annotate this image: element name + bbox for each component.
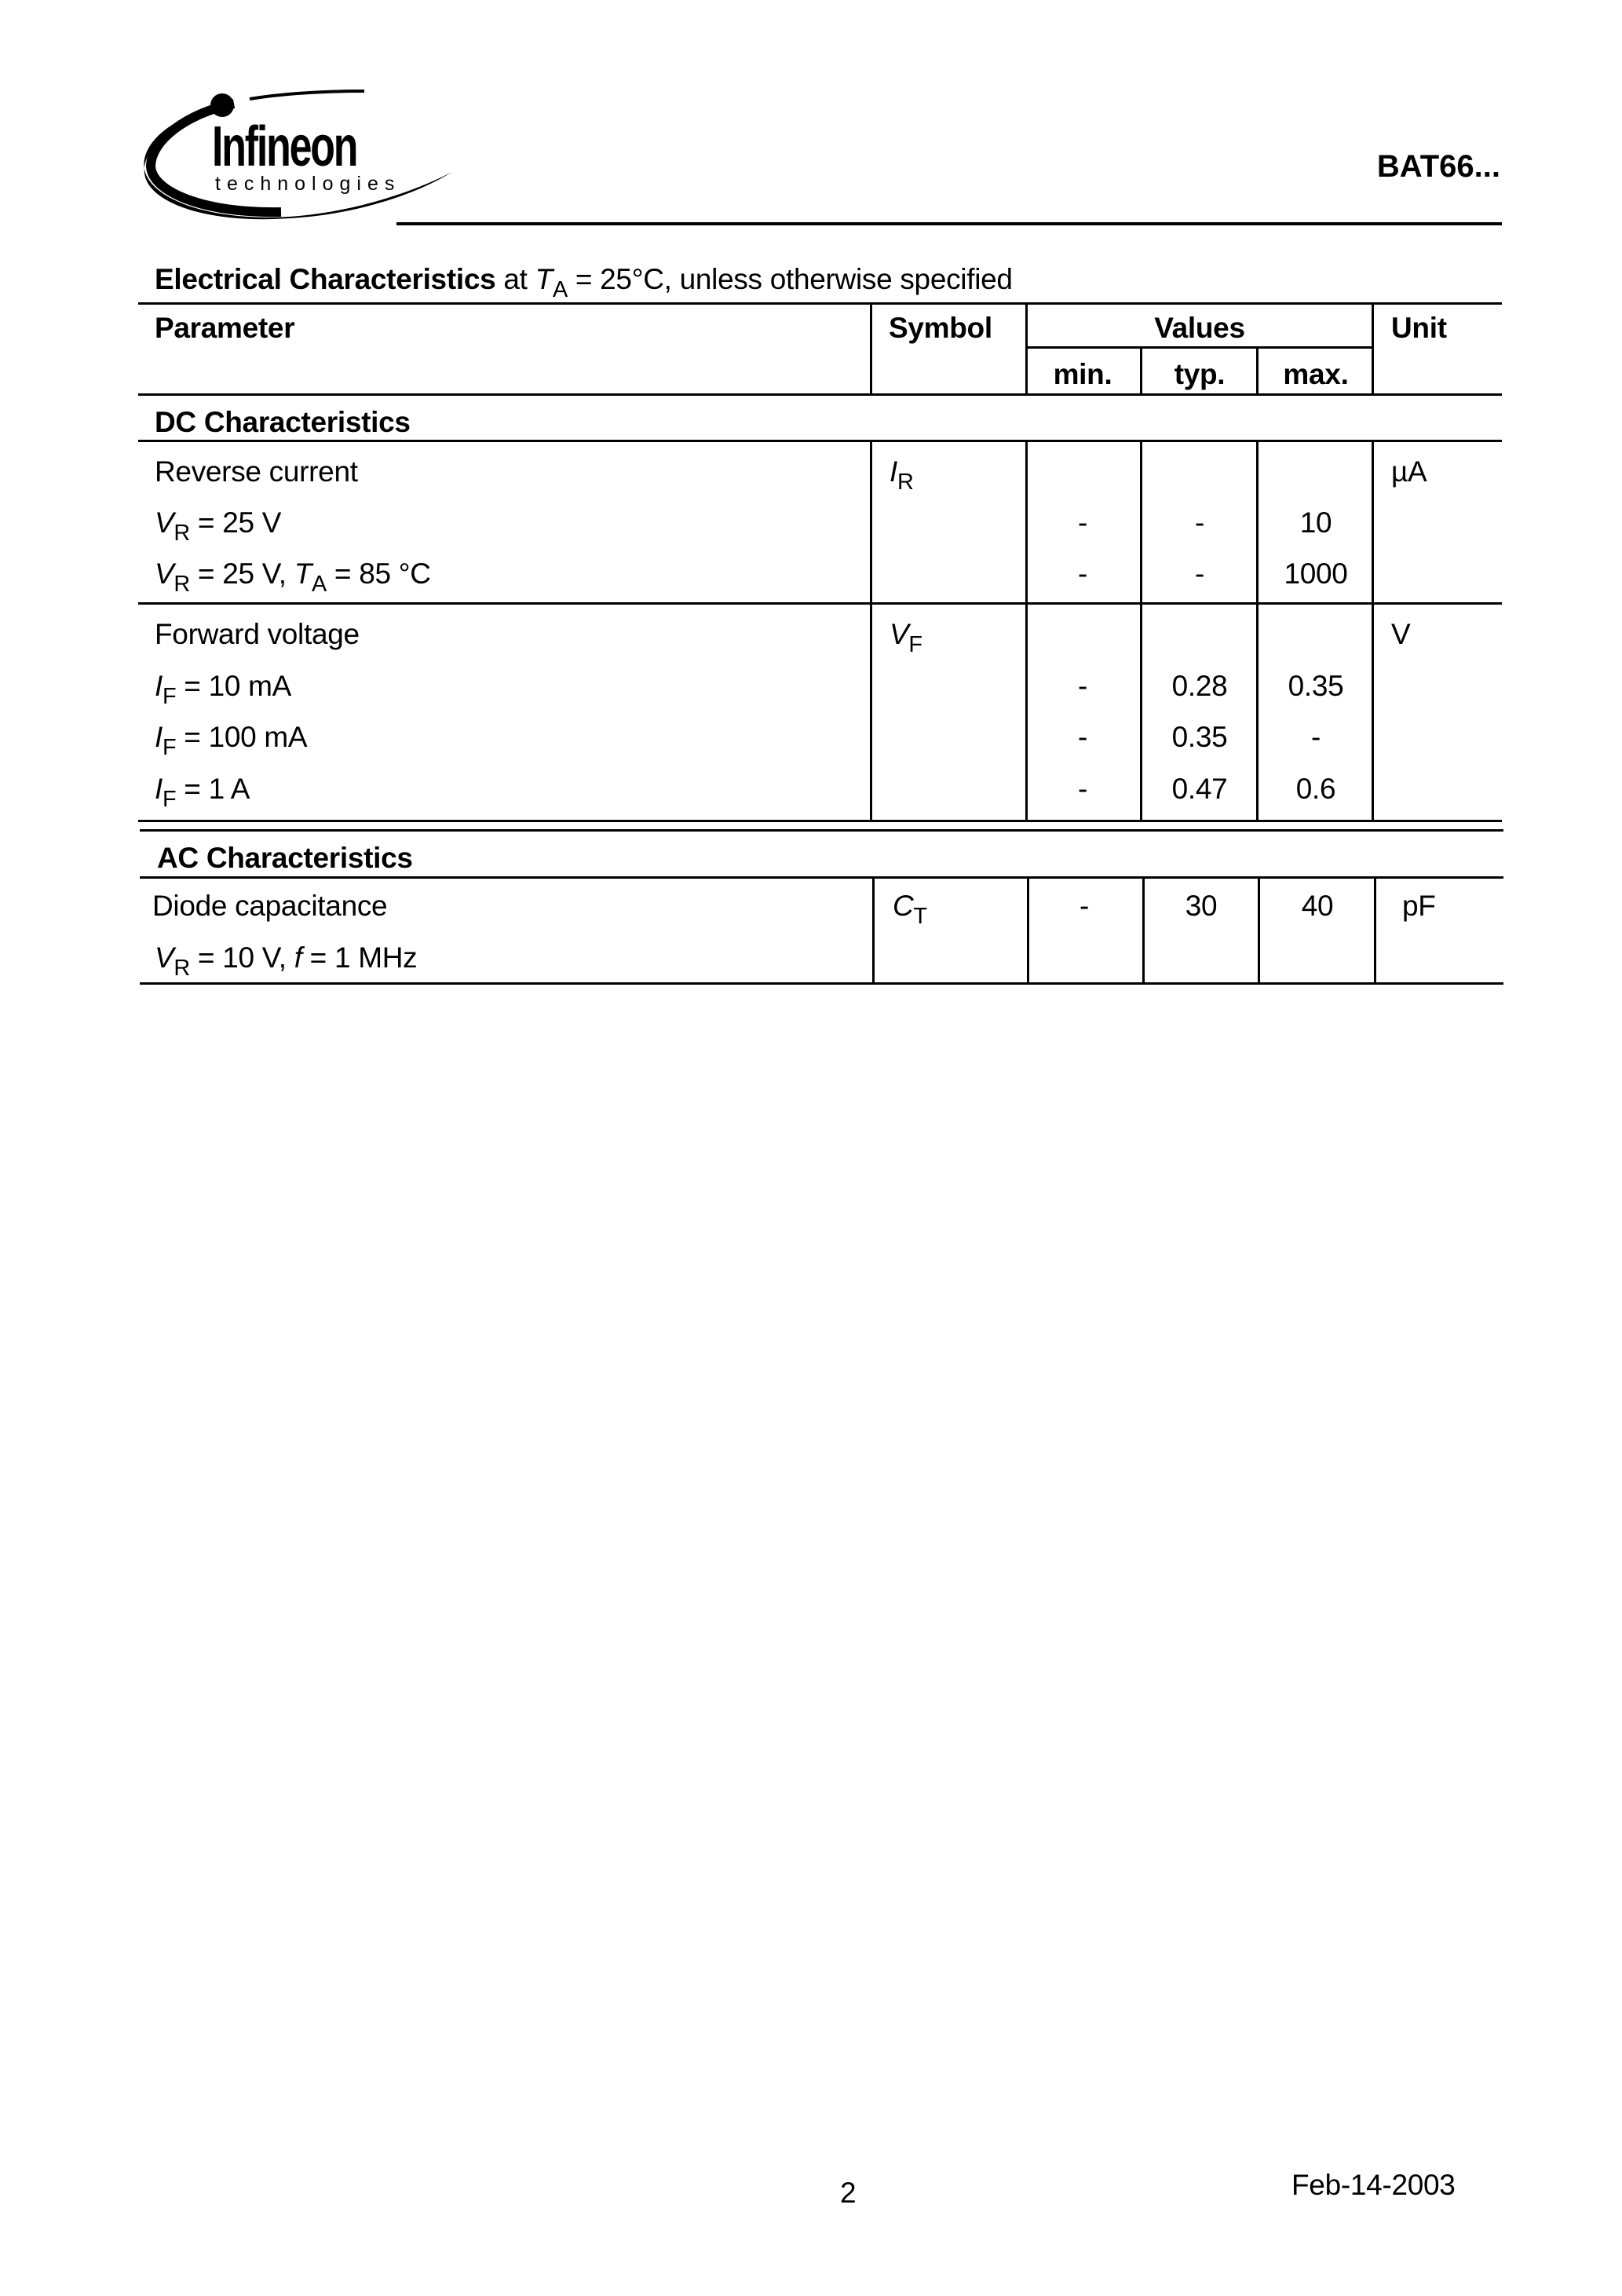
value-min: -: [1077, 506, 1088, 539]
condition-if-100ma: $I_F = 100$ mA: [155, 721, 308, 761]
rule-header-bottom: [138, 393, 1502, 396]
vrule-values-dc: [1025, 440, 1028, 822]
condition-vr-25v: $V_R = 25$ V: [155, 506, 282, 547]
value-min: -: [1077, 773, 1088, 805]
param-forward-voltage: Forward voltage: [155, 618, 360, 650]
condition-vr-25v-ta-85c: $V_R = 25$ V, $T_A = 85$ °C: [155, 558, 431, 598]
value-typ: -: [1194, 506, 1205, 539]
value-typ: 0.28: [1171, 670, 1228, 702]
rule-header-top: [138, 302, 1502, 305]
title-var: T: [535, 263, 553, 295]
value-typ: 0.35: [1171, 721, 1228, 753]
rule-reverse-current: [138, 602, 1502, 605]
section-ac-label: AC Characteristics: [157, 842, 413, 874]
title-var-sub: A: [552, 277, 568, 303]
header-rule: [396, 222, 1502, 225]
unit-forward-voltage: V: [1391, 618, 1411, 650]
value-min: -: [1077, 670, 1088, 702]
unit-reverse-current: µA: [1391, 455, 1427, 488]
section-dc-label: DC Characteristics: [155, 406, 411, 438]
header-parameter: Parameter: [155, 312, 295, 344]
unit-diode-capacitance: pF: [1402, 890, 1436, 922]
rule-ac-section: [140, 876, 1503, 879]
rule-ac-top: [140, 829, 1503, 832]
value-max: 0.35: [1288, 670, 1344, 702]
vrule-symbol-dc: [870, 440, 872, 822]
value-max: 10: [1299, 506, 1332, 539]
value-typ: 30: [1185, 890, 1218, 922]
value-max: -: [1310, 721, 1321, 753]
vrule-typ-dc: [1256, 440, 1259, 822]
header-values: Values: [1154, 312, 1245, 344]
title-post: = 25°C, unless otherwise specified: [567, 263, 1013, 295]
header-max: max.: [1283, 358, 1349, 390]
document-id: BAT66...: [1376, 149, 1500, 184]
vrule-unit-dc: [1372, 440, 1374, 822]
rule-values-sub: [1025, 346, 1374, 349]
document-date: Feb-14-2003: [1291, 2169, 1456, 2201]
header-min: min.: [1053, 358, 1112, 390]
header-typ: typ.: [1174, 358, 1226, 390]
rule-dc-section: [138, 440, 1502, 442]
page-number: 2: [840, 2177, 857, 2209]
rule-forward-voltage: [138, 820, 1502, 822]
value-typ: -: [1194, 558, 1205, 590]
header-unit: Unit: [1391, 312, 1447, 344]
value-max: 0.6: [1295, 773, 1336, 805]
symbol-reverse-current: $I_R$: [890, 455, 914, 495]
param-diode-capacitance: Diode capacitance: [152, 890, 388, 922]
condition-if-1a: $I_F = 1$ A: [155, 773, 250, 813]
logo-sub-text: technologies: [215, 173, 401, 195]
vrule-symbol-header: [870, 302, 872, 395]
header-symbol: Symbol: [889, 312, 992, 344]
param-reverse-current: Reverse current: [155, 455, 358, 488]
condition-if-10ma: $I_F = 10$ mA: [155, 670, 292, 710]
title-pre: at: [495, 263, 535, 295]
rule-table-bottom: [140, 982, 1503, 985]
symbol-diode-capacitance: $C_T$: [893, 890, 927, 930]
value-min: -: [1077, 558, 1088, 590]
condition-vr-10v-f-1mhz: $V_R = 10$ V, f = 1 MHz: [155, 941, 418, 982]
value-min: -: [1079, 890, 1090, 922]
value-max: 40: [1301, 890, 1334, 922]
table-title: [155, 263, 1013, 303]
vrule-min-dc: [1140, 440, 1142, 822]
vrule-symbol-ac: [872, 876, 875, 984]
logo-brand-text: Infineon: [212, 115, 357, 178]
infineon-logo: [140, 82, 454, 231]
title-bold: Electrical Characteristics: [155, 263, 496, 295]
value-typ: 0.47: [1171, 773, 1228, 805]
value-min: -: [1077, 721, 1088, 753]
symbol-forward-voltage: $V_F$: [890, 618, 922, 658]
value-max: 1000: [1284, 558, 1348, 590]
